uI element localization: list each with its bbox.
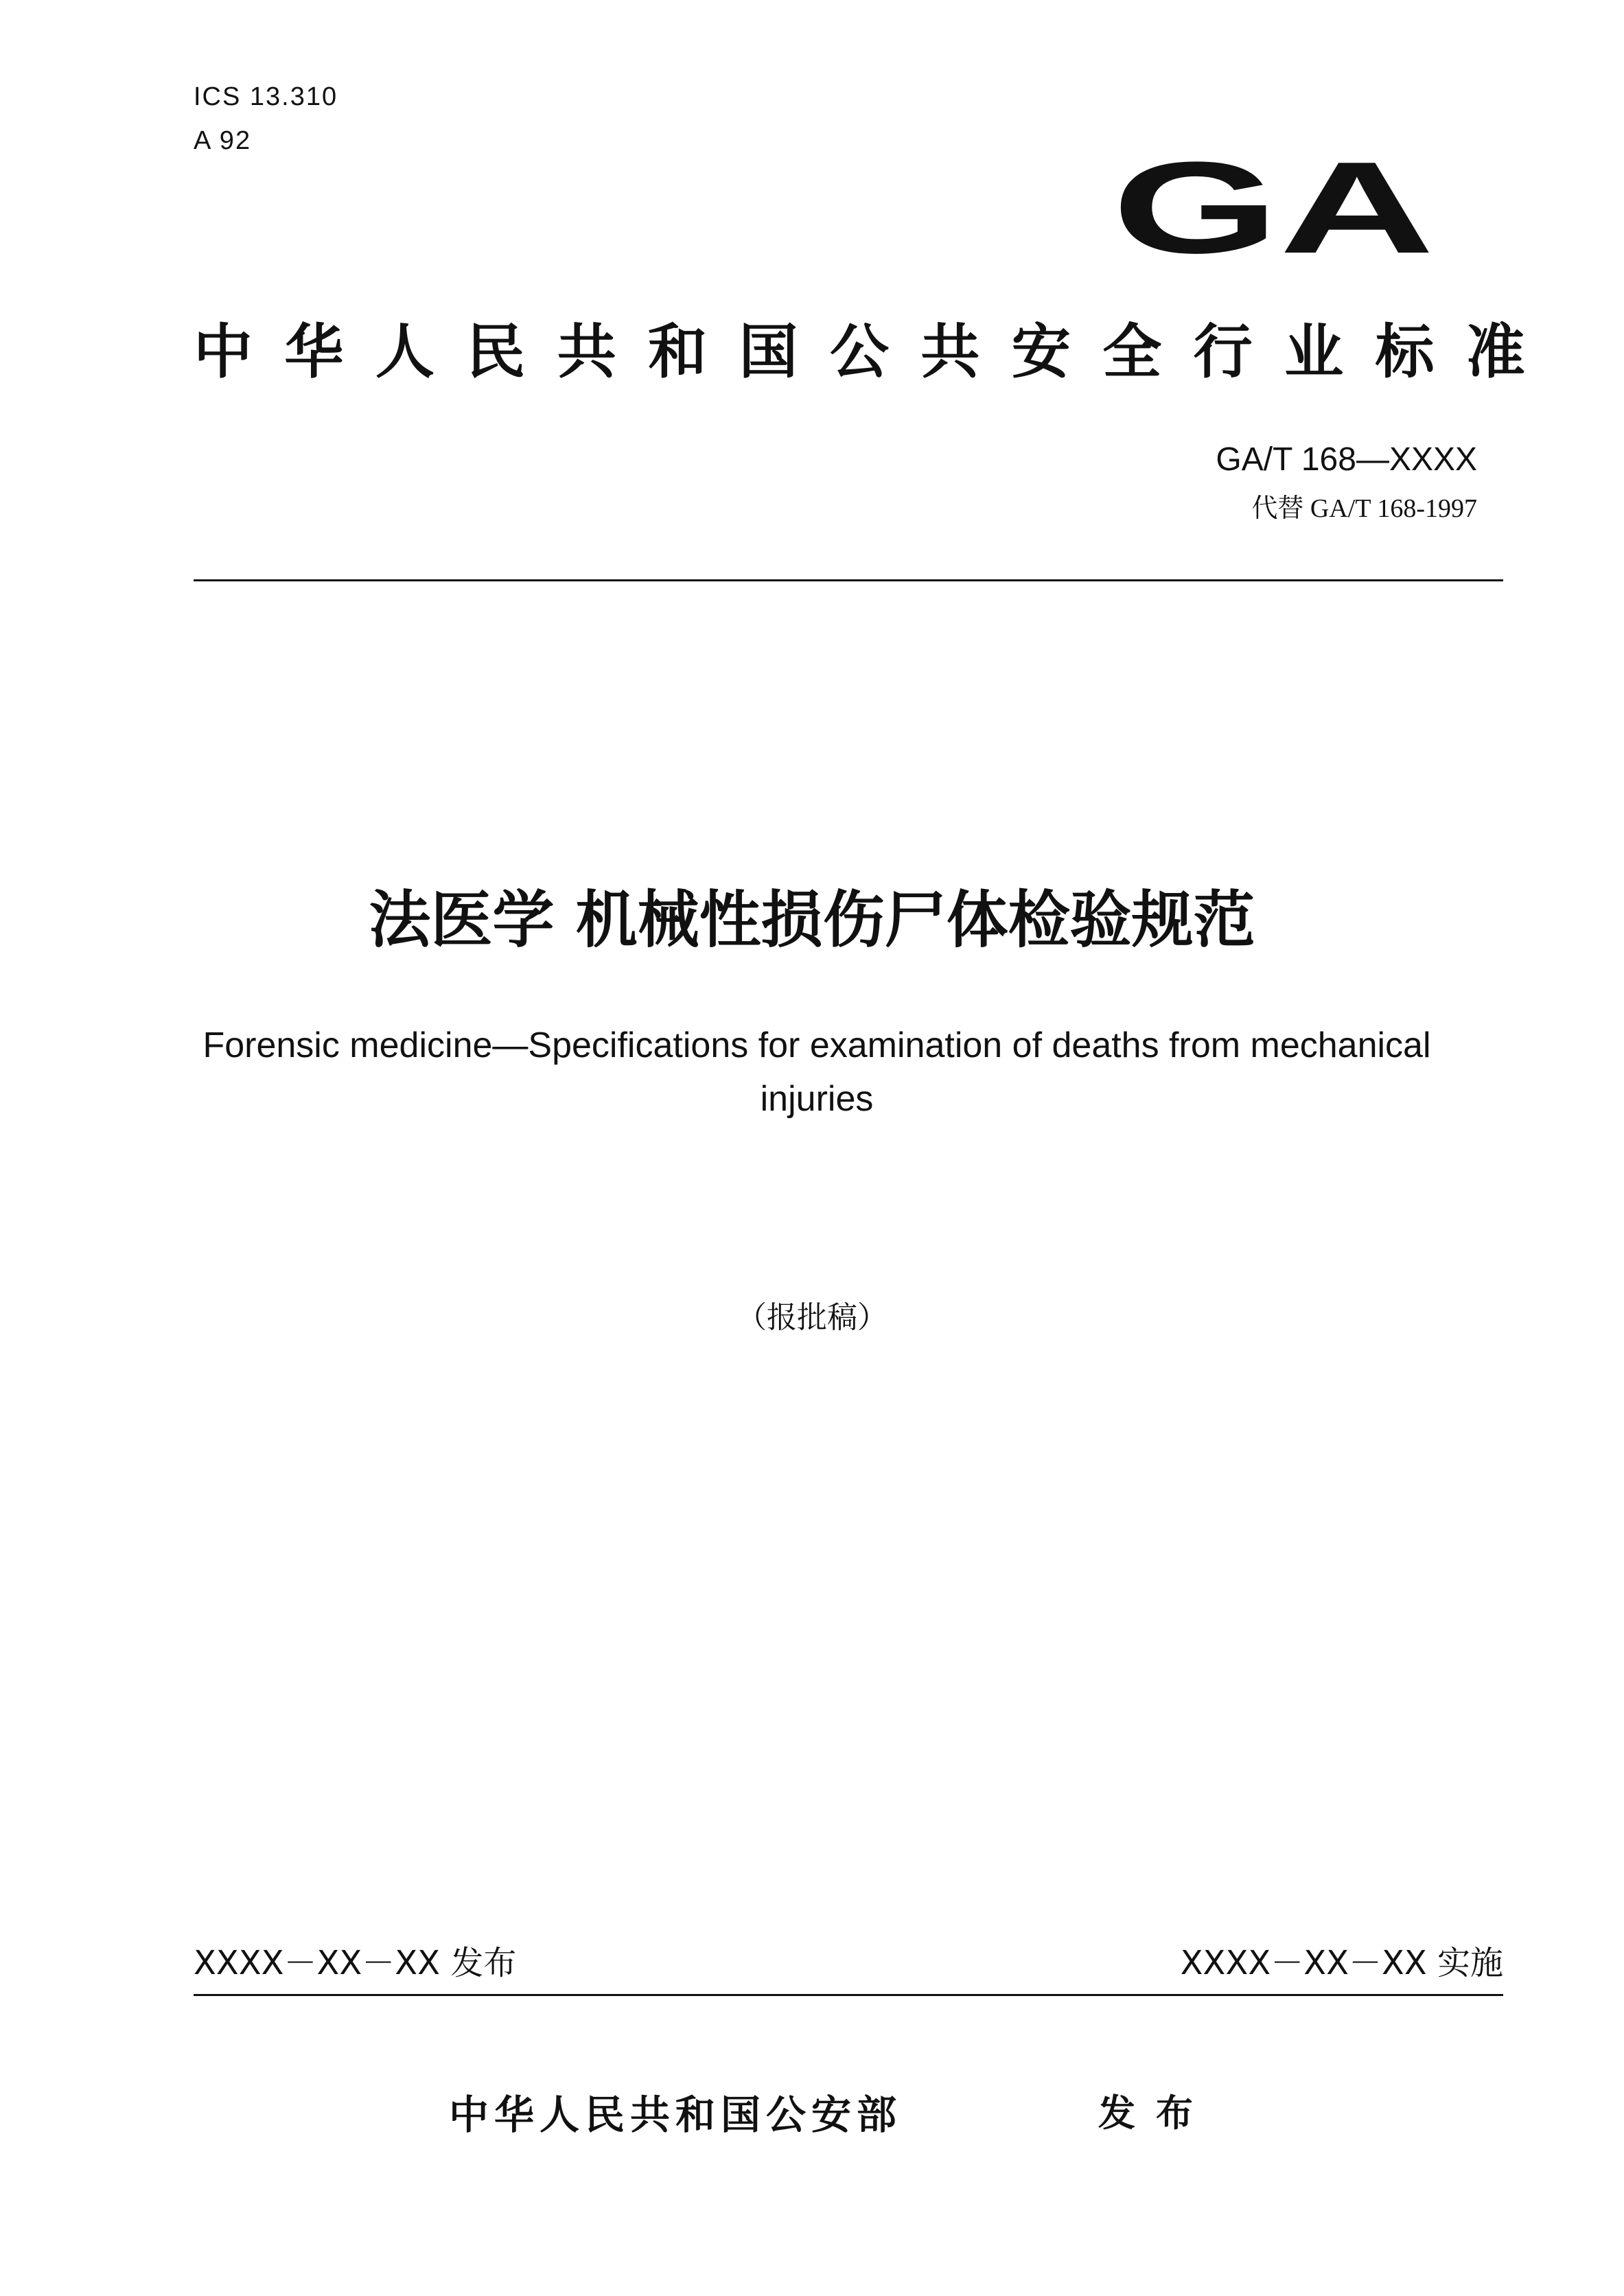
issue-date: XXXX－XX－XX 发布	[194, 1944, 517, 1982]
title-char: 全	[1102, 318, 1162, 386]
ccs-code: A 92	[194, 126, 252, 155]
draft-status: （报批稿）	[736, 1300, 888, 1335]
ga-logo	[1109, 151, 1438, 261]
document-title-chinese: 法医学 机械性损伤尸体检验规范	[369, 884, 1255, 956]
title-char: 行	[1193, 318, 1253, 386]
title-char: 准	[1465, 318, 1525, 386]
issuing-authority: 中华人民共和国公安部	[449, 2091, 903, 2138]
title-char: 标	[1375, 318, 1435, 386]
ga-logo-text: GA	[1112, 151, 1435, 261]
title-char: 人	[375, 318, 434, 386]
title-char: 中	[194, 318, 253, 386]
issue-action: 发布	[1098, 2091, 1214, 2135]
title-char: 共	[920, 318, 980, 386]
header-divider	[194, 579, 1503, 581]
title-char: 国	[739, 318, 798, 386]
implementation-date: XXXX－XX－XX 实施	[1180, 1944, 1503, 1982]
title-char: 华	[284, 318, 344, 386]
title-char: 公	[829, 318, 889, 386]
standard-category-title	[194, 318, 1525, 386]
standard-number: GA/T 168—XXXX	[1216, 441, 1477, 478]
title-char: 业	[1284, 318, 1344, 386]
title-char: 安	[1011, 318, 1071, 386]
title-char: 共	[557, 318, 616, 386]
footer-divider	[194, 1994, 1503, 1996]
ics-code: ICS 13.310	[194, 82, 338, 111]
replaces-standard: 代替 GA/T 168-1997	[1251, 494, 1477, 523]
title-char: 和	[648, 318, 708, 386]
document-title-english: Forensic medicine—Specifications for examination of deaths from mechanical injuries	[202, 1025, 1431, 1119]
title-char: 民	[466, 318, 526, 386]
